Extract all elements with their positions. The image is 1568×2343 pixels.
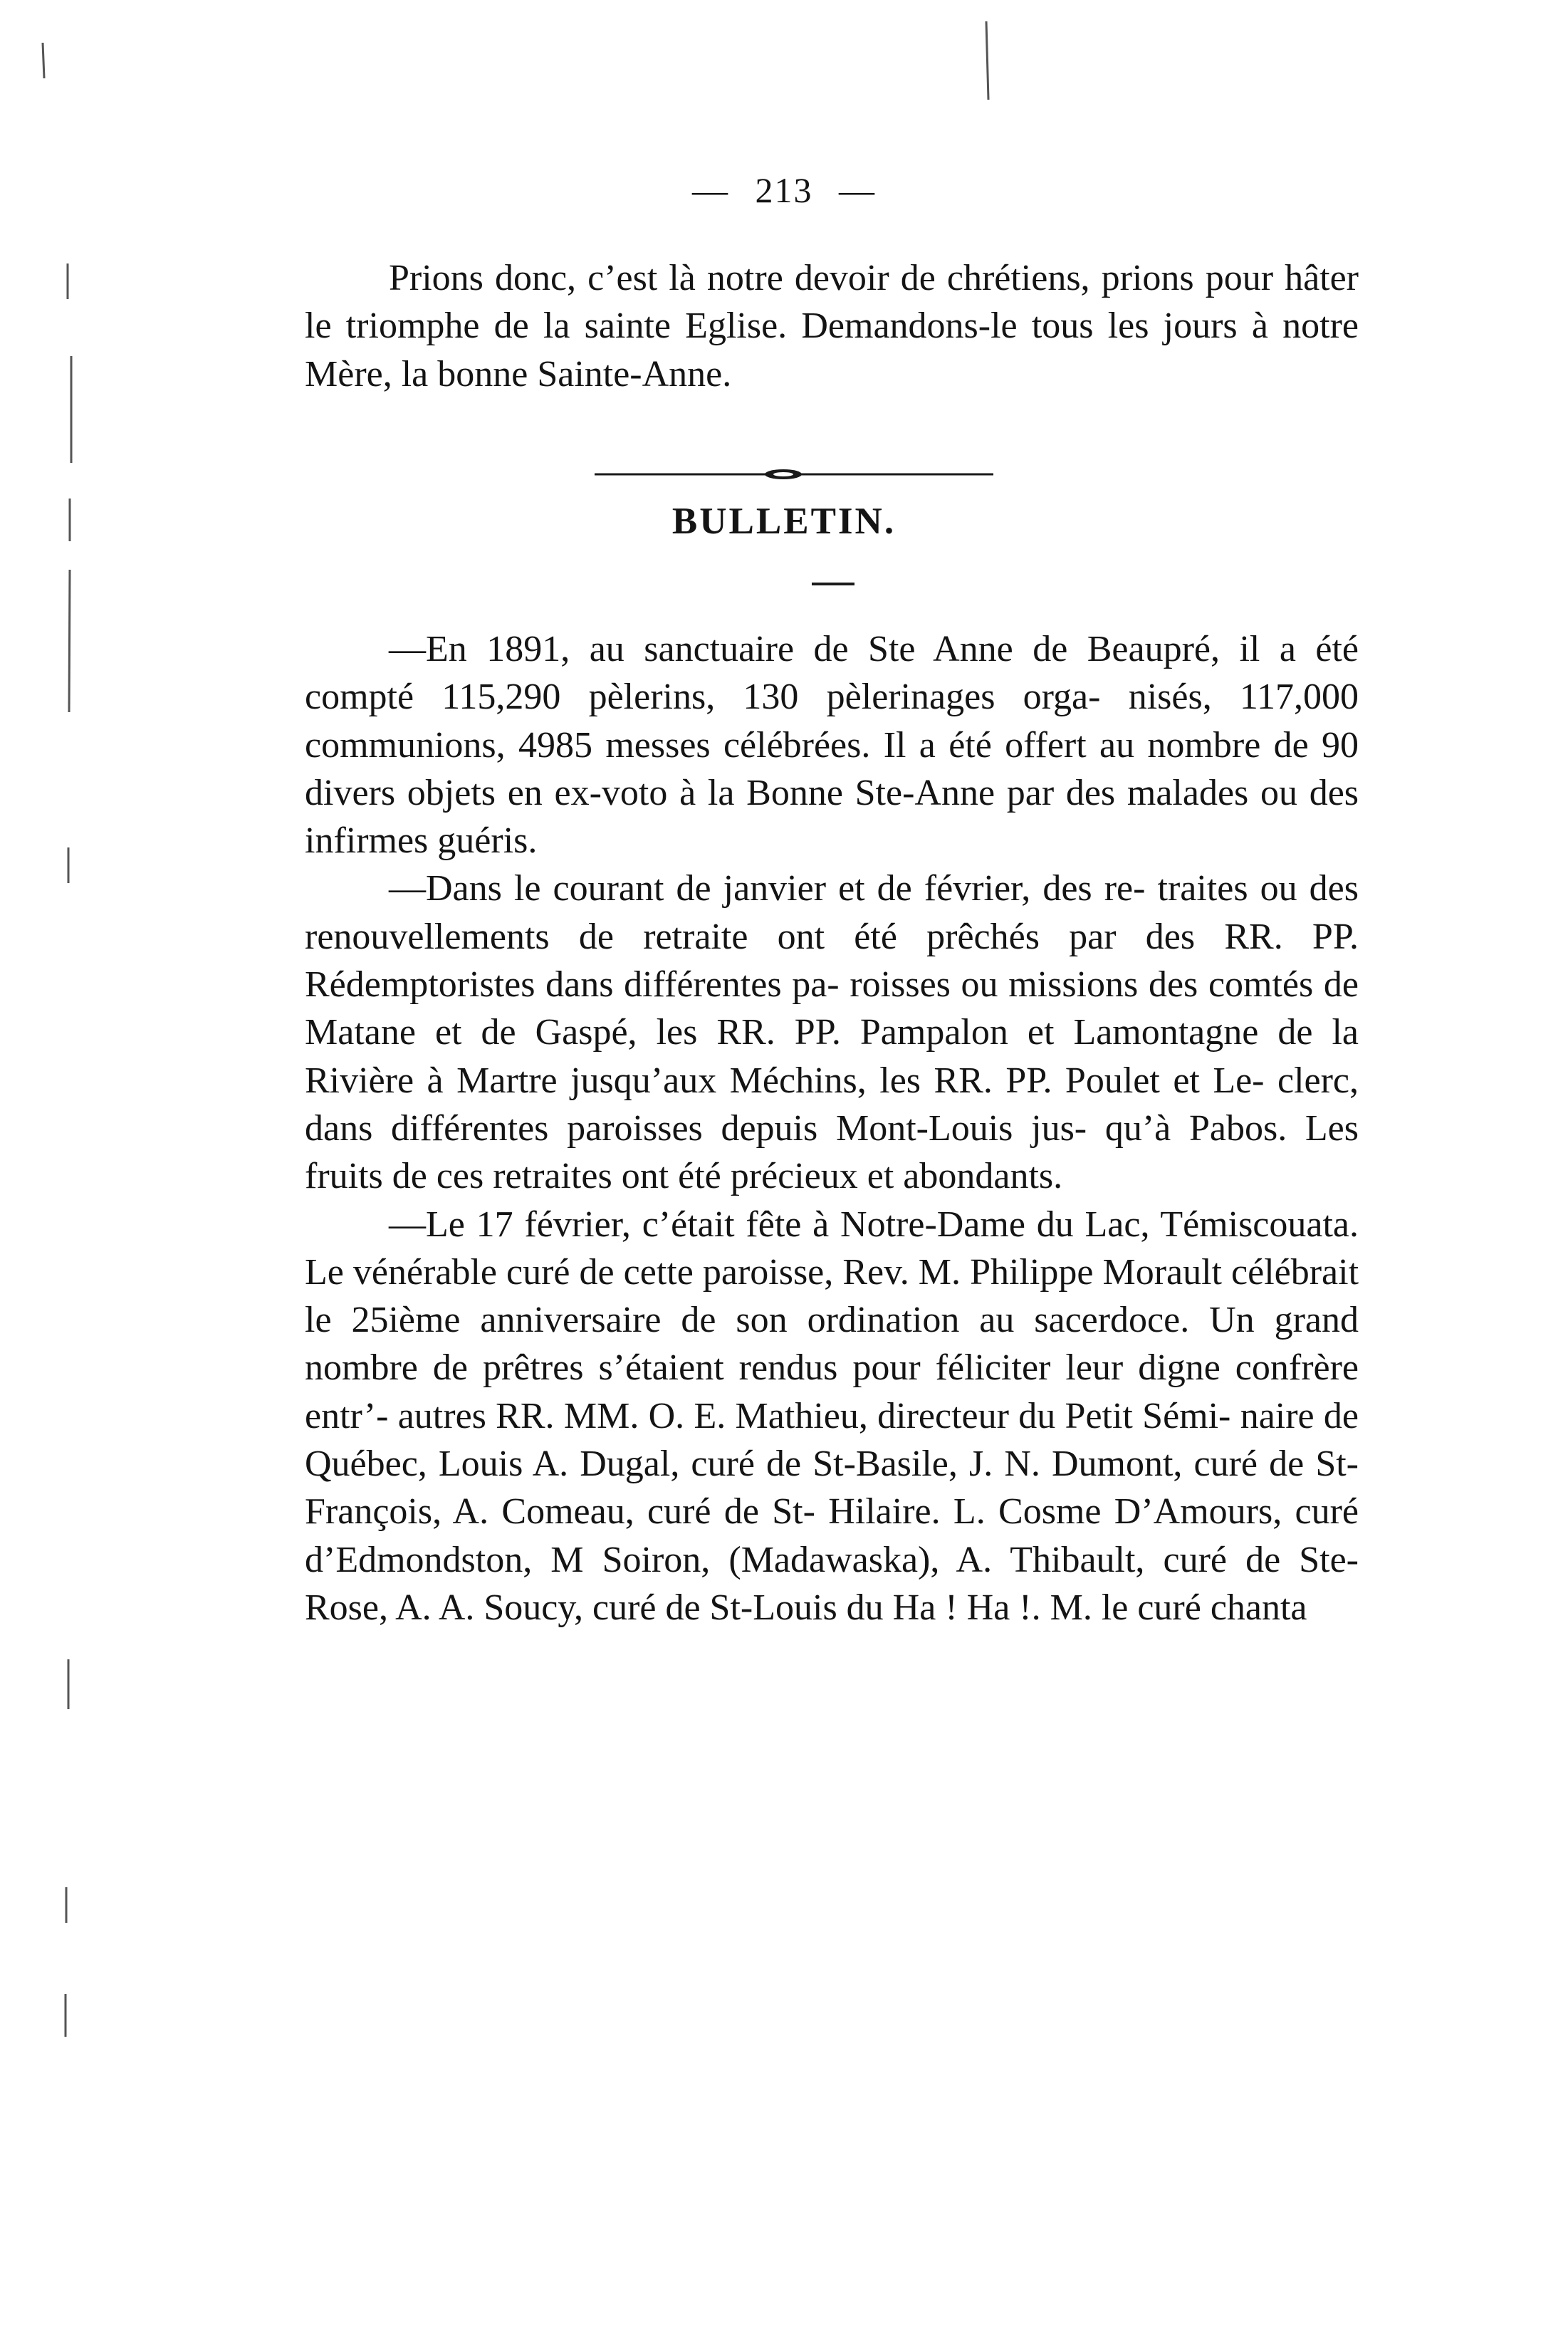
text-line: —Dans le courant de janvier et de février, des re- xyxy=(389,868,1146,909)
paragraph-retreats xyxy=(305,865,1359,1200)
intro-line: pour hâter le triomphe de la sainte Eglise. Demandons-le xyxy=(305,258,1359,347)
text-line: roisses ou missions des comtés de Matane et de Gaspé, xyxy=(305,964,1359,1053)
text-line: par des RR. PP. Rédemptoristes dans différentes pa- xyxy=(305,916,1359,1006)
text-line: été offert au nombre de 90 divers objets en ex-voto à la xyxy=(305,724,1359,813)
text-line: ordination au sacerdoce. Un grand nombre de prêtres xyxy=(305,1300,1359,1389)
text-line: et abondants. xyxy=(867,1156,1063,1197)
text-line: les RR. PP. Pampalon et Lamontagne de la Rivière à xyxy=(305,1012,1359,1101)
text-line: autres RR. MM. O. E. Mathieu, directeur du Petit Sémi- xyxy=(397,1395,1231,1436)
text-line: naire de Québec, Louis A. Dugal, curé de St-Basile, J. N. xyxy=(305,1395,1359,1485)
bulletin-body xyxy=(305,625,1359,1632)
text-line: Philippe Morault célébrait le 25ième anniversaire de son xyxy=(305,1251,1359,1341)
text-line: s’étaient rendus pour féliciter leur digne confrère entr’- xyxy=(305,1347,1359,1436)
text-line: clerc, dans différentes paroisses depuis Mont-Louis jus- xyxy=(305,1060,1359,1149)
text-line: qu’à Pabos. Les fruits de ces retraites ont été précieux xyxy=(305,1107,1359,1197)
text-line: Martre jusqu’aux Méchins, les RR. PP. Poulet et Le- xyxy=(456,1060,1265,1101)
text-line: Témiscouata. Le vénérable curé de cette paroisse, Rev. M. xyxy=(305,1204,1359,1293)
text-line: Soiron, (Madawaska), A. Thibault, curé de Ste-Rose, A. A. xyxy=(305,1539,1359,1628)
text-line: Soucy, curé de St-Louis du Ha ! Ha !. M. le curé chanta xyxy=(484,1587,1307,1628)
header-dash-right: — xyxy=(839,170,876,210)
paragraph-pilgrims xyxy=(305,625,1359,865)
text-line: il a été compté 115,290 pèlerins, 130 pèlerinages orga- xyxy=(305,629,1359,718)
page-number: 213 xyxy=(755,170,813,210)
intro-line: tous les jours à notre Mère, la bonne Sainte-Anne. xyxy=(305,306,1359,395)
text-line: Hilaire. L. Cosme D’Amours, curé d’Edmondston, M xyxy=(305,1491,1359,1580)
page-header xyxy=(0,169,1568,211)
text-line: Bonne Ste-Anne par des malades ou des infirmes guéris. xyxy=(305,772,1359,862)
paragraph-anniversary xyxy=(305,1201,1359,1632)
text-line: —En 1891, au sanctuaire de Ste Anne de Beaupré, xyxy=(389,629,1220,669)
section-title: BULLETIN. xyxy=(671,501,897,542)
header-dash-left: — xyxy=(692,170,729,210)
intro-paragraph xyxy=(305,254,1359,398)
title-underline xyxy=(812,583,854,585)
text-line: traites ou des renouvellements de retraite ont été prêchés xyxy=(305,868,1359,957)
intro-line: Prions donc, c’est là notre devoir de chrétiens, prions xyxy=(389,258,1194,298)
text-line: —Le 17 février, c’était fête à Notre-Dame du Lac, xyxy=(389,1204,1150,1245)
section-divider-ornament xyxy=(595,467,993,481)
text-line: Dumont, curé de St-François, A. Comeau, curé de St- xyxy=(305,1444,1359,1533)
text-line: nisés, 117,000 communions, 4985 messes célébrées. Il a xyxy=(305,677,1359,766)
